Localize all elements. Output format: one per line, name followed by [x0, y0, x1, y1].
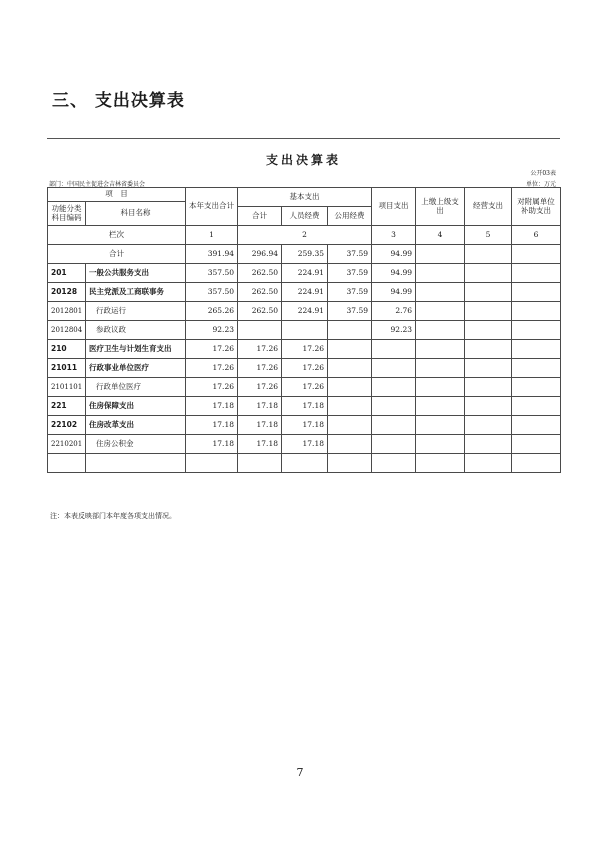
- cell-subsidiary: [512, 454, 561, 473]
- row-name: 行政事业单位医疗: [86, 359, 186, 378]
- cell-total: 391.94: [186, 245, 238, 264]
- cell-subsidiary: [512, 416, 561, 435]
- cell-basic-total: 296.94: [238, 245, 282, 264]
- cell-project: 92.23: [372, 321, 416, 340]
- row-name: 民主党派及工商联事务: [86, 283, 186, 302]
- column-number-1: 1: [186, 226, 238, 245]
- cell-public: 37.59: [328, 302, 372, 321]
- cell-business: [465, 378, 512, 397]
- cell-basic-total: [238, 454, 282, 473]
- cell-upper: [416, 397, 465, 416]
- cell-public: 37.59: [328, 283, 372, 302]
- row-code: 221: [48, 397, 86, 416]
- cell-subsidiary: [512, 264, 561, 283]
- cell-subsidiary: [512, 435, 561, 454]
- cell-public: [328, 340, 372, 359]
- cell-total: 17.26: [186, 378, 238, 397]
- row-code: [48, 454, 86, 473]
- cell-public: 37.59: [328, 245, 372, 264]
- row-code: 210: [48, 340, 86, 359]
- column-number-row: [48, 226, 561, 245]
- expenditure-table-frame: [47, 138, 560, 507]
- cell-upper: [416, 416, 465, 435]
- cell-business: [465, 340, 512, 359]
- row-name: 行政运行: [86, 302, 186, 321]
- cell-project: [372, 397, 416, 416]
- row-code: 2012801: [48, 302, 86, 321]
- cell-upper: [416, 378, 465, 397]
- cell-business: [465, 321, 512, 340]
- table-row: [48, 340, 561, 359]
- cell-total: 17.18: [186, 435, 238, 454]
- cell-upper: [416, 340, 465, 359]
- cell-basic-total: 17.26: [238, 378, 282, 397]
- cell-business: [465, 435, 512, 454]
- cell-project: 94.99: [372, 283, 416, 302]
- table-row: [48, 359, 561, 378]
- header-project: 项目支出: [372, 188, 416, 226]
- cell-business: [465, 264, 512, 283]
- cell-public: [328, 454, 372, 473]
- cell-total: [186, 454, 238, 473]
- cell-personnel: 259.35: [282, 245, 328, 264]
- cell-personnel: 224.91: [282, 302, 328, 321]
- cell-business: [465, 359, 512, 378]
- cell-basic-total: 17.18: [238, 416, 282, 435]
- cell-personnel: 17.26: [282, 359, 328, 378]
- cell-upper: [416, 283, 465, 302]
- table-row: [48, 416, 561, 435]
- row-name: [86, 454, 186, 473]
- table-row: [48, 378, 561, 397]
- row-code: 201: [48, 264, 86, 283]
- header-row-1: [48, 188, 561, 202]
- cell-personnel: [282, 454, 328, 473]
- cell-project: 2.76: [372, 302, 416, 321]
- cell-subsidiary: [512, 378, 561, 397]
- cell-business: [465, 245, 512, 264]
- row-code: 20128: [48, 283, 86, 302]
- row-name: 行政单位医疗: [86, 378, 186, 397]
- row-code: 21011: [48, 359, 86, 378]
- table-row: [48, 454, 561, 473]
- cell-personnel: 224.91: [282, 283, 328, 302]
- header-public: 公用经费: [328, 207, 372, 226]
- department-label: 部门：中国民主促进会吉林省委员会: [49, 181, 146, 188]
- cell-personnel: 17.26: [282, 340, 328, 359]
- cell-total: 92.23: [186, 321, 238, 340]
- cell-basic-total: 17.26: [238, 340, 282, 359]
- header-personnel: 人员经费: [282, 207, 328, 226]
- column-number-4: 4: [416, 226, 465, 245]
- cell-subsidiary: [512, 397, 561, 416]
- cell-project: [372, 378, 416, 397]
- table-row: [48, 435, 561, 454]
- table-row: [48, 321, 561, 340]
- cell-personnel: 17.18: [282, 397, 328, 416]
- row-name: 合计: [48, 245, 186, 264]
- row-code: 22102: [48, 416, 86, 435]
- header-item: 项 目: [48, 188, 186, 202]
- cell-total: 265.26: [186, 302, 238, 321]
- table-row: [48, 264, 561, 283]
- column-number-label: 栏次: [48, 226, 186, 245]
- row-code: 2210201: [48, 435, 86, 454]
- cell-public: [328, 435, 372, 454]
- cell-total: 357.50: [186, 264, 238, 283]
- table-row: [48, 302, 561, 321]
- cell-project: [372, 416, 416, 435]
- table-note: 注：本表反映部门本年度各项支出情况。: [50, 512, 176, 520]
- header-total: 本年支出合计: [186, 188, 238, 226]
- cell-personnel: 224.91: [282, 264, 328, 283]
- row-name: 医疗卫生与计划生育支出: [86, 340, 186, 359]
- cell-subsidiary: [512, 359, 561, 378]
- table-row: [48, 245, 561, 264]
- cell-subsidiary: [512, 245, 561, 264]
- cell-personnel: [282, 321, 328, 340]
- cell-business: [465, 283, 512, 302]
- cell-project: [372, 454, 416, 473]
- cell-public: [328, 397, 372, 416]
- cell-project: 94.99: [372, 245, 416, 264]
- header-business: 经营支出: [465, 188, 512, 226]
- cell-total: 17.18: [186, 416, 238, 435]
- cell-public: [328, 321, 372, 340]
- column-number-2: 2: [238, 226, 372, 245]
- cell-personnel: 17.18: [282, 416, 328, 435]
- table-row: [48, 397, 561, 416]
- cell-total: 17.26: [186, 359, 238, 378]
- row-code: 2101101: [48, 378, 86, 397]
- table-title: 支出决算表: [265, 153, 341, 167]
- cell-business: [465, 416, 512, 435]
- cell-upper: [416, 454, 465, 473]
- cell-basic-total: [238, 321, 282, 340]
- cell-total: 357.50: [186, 283, 238, 302]
- cell-business: [465, 302, 512, 321]
- row-name: 住房保障支出: [86, 397, 186, 416]
- cell-subsidiary: [512, 321, 561, 340]
- cell-upper: [416, 264, 465, 283]
- section-title: 三、 支出决算表: [52, 91, 185, 111]
- cell-basic-total: 262.50: [238, 264, 282, 283]
- cell-basic-total: 262.50: [238, 283, 282, 302]
- cell-personnel: 17.26: [282, 378, 328, 397]
- column-number-3: 3: [372, 226, 416, 245]
- cell-subsidiary: [512, 340, 561, 359]
- expenditure-table: [47, 187, 561, 473]
- cell-project: [372, 435, 416, 454]
- column-number-5: 5: [465, 226, 512, 245]
- form-code: 公开03表: [530, 170, 556, 177]
- table-row: [48, 283, 561, 302]
- cell-subsidiary: [512, 283, 561, 302]
- row-name: 参政议政: [86, 321, 186, 340]
- cell-upper: [416, 245, 465, 264]
- cell-public: 37.59: [328, 264, 372, 283]
- cell-upper: [416, 359, 465, 378]
- header-subsidiary: 对附属单位补助支出: [512, 188, 561, 226]
- cell-project: [372, 359, 416, 378]
- cell-business: [465, 454, 512, 473]
- cell-basic-total: 17.26: [238, 359, 282, 378]
- cell-project: 94.99: [372, 264, 416, 283]
- cell-basic-total: 262.50: [238, 302, 282, 321]
- header-upper: 上缴上级支出: [416, 188, 465, 226]
- cell-public: [328, 359, 372, 378]
- cell-basic-total: 17.18: [238, 435, 282, 454]
- cell-business: [465, 397, 512, 416]
- row-code: 2012804: [48, 321, 86, 340]
- row-name: 一般公共服务支出: [86, 264, 186, 283]
- header-basic: 基本支出: [238, 188, 372, 207]
- page-number: 7: [296, 766, 304, 779]
- row-name: 住房公积金: [86, 435, 186, 454]
- cell-upper: [416, 435, 465, 454]
- cell-public: [328, 416, 372, 435]
- cell-public: [328, 378, 372, 397]
- cell-subsidiary: [512, 302, 561, 321]
- unit-label: 单位：万元: [525, 181, 556, 188]
- cell-upper: [416, 302, 465, 321]
- cell-project: [372, 340, 416, 359]
- header-subject-name: 科目名称: [86, 202, 186, 226]
- header-basic-total: 合计: [238, 207, 282, 226]
- header-func-code: 功能分类科目编码: [48, 202, 86, 226]
- cell-personnel: 17.18: [282, 435, 328, 454]
- cell-upper: [416, 321, 465, 340]
- cell-basic-total: 17.18: [238, 397, 282, 416]
- cell-total: 17.26: [186, 340, 238, 359]
- row-name: 住房改革支出: [86, 416, 186, 435]
- column-number-6: 6: [512, 226, 561, 245]
- cell-total: 17.18: [186, 397, 238, 416]
